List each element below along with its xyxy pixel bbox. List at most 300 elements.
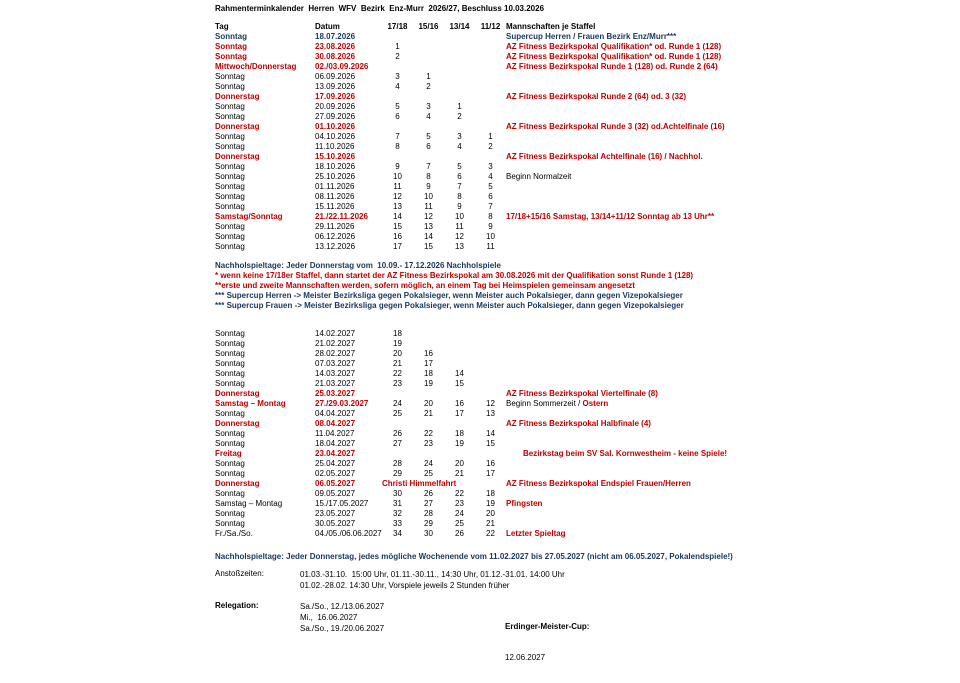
table-row	[215, 369, 952, 379]
row-note	[506, 172, 952, 182]
row-day: Sonntag	[215, 429, 245, 438]
row-date: 23.05.2027	[315, 509, 356, 518]
matchday-number: 19	[455, 439, 464, 448]
note-text: 17/18+15/16 Samstag, 13/14+11/12 Sonntag ab 13 Uhr**	[506, 212, 715, 221]
row-day: Sonntag	[215, 142, 245, 151]
matchday-number: 12	[486, 399, 495, 408]
column-header-tag: Tag	[215, 22, 229, 31]
row-day: Sonntag	[215, 132, 245, 141]
row-date: 23.08.2026	[315, 42, 356, 51]
matchday-number: 9	[395, 162, 400, 171]
note-text: *** Supercup Herren -> Meister Bezirksliga gegen Pokalsieger, wenn Meister auch Pokalsieger, dann gegen Vizepokalsieger	[215, 291, 683, 300]
row-date: 06.05.2027	[315, 479, 356, 488]
row-day: Sonntag	[215, 469, 245, 478]
anstosszeiten-values	[300, 569, 952, 591]
matchday-number: 3	[457, 132, 462, 141]
row-day: Sonntag	[215, 162, 245, 171]
row-date: 30.05.2027	[315, 519, 356, 528]
table-row	[215, 519, 952, 529]
anstosszeiten-label: Anstoßzeiten:	[215, 569, 264, 578]
matchday-number: 8	[426, 172, 431, 181]
row-date: 25.04.2027	[315, 459, 356, 468]
matchday-number: 14	[393, 212, 402, 221]
table-row	[215, 459, 952, 469]
note-text: AZ Fitness Bezirkspokal Runde 1 (128) od. Runde 2 (64)	[506, 62, 718, 71]
matchday-number: 17	[486, 469, 495, 478]
row-day: Sonntag	[215, 52, 247, 61]
matchday-number: 20	[393, 349, 402, 358]
row-note	[506, 479, 952, 489]
row-note	[506, 212, 952, 222]
page-title: Rahmenterminkalender Herren WFV Bezirk Enz-Murr 2026/27, Beschluss 10.03.2026	[215, 4, 545, 13]
row-date: 15.10.2026	[315, 152, 356, 161]
table-row	[215, 509, 952, 519]
erdinger-meister-cup-date: 12.06.2027	[505, 653, 546, 662]
row-day: Donnerstag	[215, 419, 260, 428]
matchday-number: 22	[455, 489, 464, 498]
matchday-number: 17	[424, 359, 433, 368]
row-date: 09.05.2027	[315, 489, 356, 498]
matchday-number: 29	[393, 469, 402, 478]
matchday-number: 30	[393, 489, 402, 498]
value-line: 01.03.-31.10. 15:00 Uhr, 01.11.-30.11., 14:30 Uhr, 01.12.-31.01. 14:00 Uhr	[300, 570, 565, 579]
matchday-number: 18	[393, 329, 402, 338]
matchday-number: 29	[424, 519, 433, 528]
table-row	[215, 72, 952, 82]
row-day: Freitag	[215, 449, 242, 458]
row-note	[506, 399, 952, 409]
matchday-number: 11	[393, 182, 402, 191]
row-note	[506, 62, 952, 72]
table-row	[215, 192, 952, 202]
matchday-number: 2	[488, 142, 493, 151]
row-date: 08.11.2026	[315, 192, 355, 201]
row-date: 28.02.2027	[315, 349, 356, 358]
value-line: 01.02.-28.02. 14:30 Uhr, Vorspiele jeweils 2 Stunden früher	[300, 581, 510, 590]
note-text: **erste und zweite Mannschaften werden, sofern möglich, an einem Tag bei Heimspielen gemeinsam angesetzt	[215, 281, 635, 290]
row-day: Sonntag	[215, 349, 245, 358]
matchday-number: 22	[424, 429, 433, 438]
matchday-number: 3	[488, 162, 493, 171]
row-date: 01.11.2026	[315, 182, 355, 191]
note-text: Supercup Herren / Frauen Bezirk Enz/Murr***	[506, 32, 677, 41]
note-text: * wenn keine 17/18er Staffel, dann startet der AZ Fitness Bezirkspokal am 30.08.2026 mit der Qualifikation sonst Runde 1 (128)	[215, 271, 694, 280]
row-date: 06.09.2026	[315, 72, 356, 81]
matchday-number: 3	[426, 102, 431, 111]
row-date: 07.03.2027	[315, 359, 356, 368]
row-date: 13.09.2026	[315, 82, 356, 91]
matchday-number: 24	[455, 509, 464, 518]
table-row	[215, 152, 952, 162]
matchday-number: 24	[393, 399, 402, 408]
matchday-number: 4	[488, 172, 493, 181]
column-header-mannschaften: Mannschaften je Staffel	[506, 22, 596, 31]
row-date: 11.10.2026	[315, 142, 355, 151]
note-line	[215, 552, 952, 562]
matchday-number: 16	[455, 399, 464, 408]
note-text: AZ Fitness Bezirkspokal Qualifikation* od. Runde 1 (128)	[506, 52, 722, 61]
row-day: Sonntag	[215, 112, 245, 121]
row-day: Donnerstag	[215, 92, 260, 101]
matchday-number: 32	[393, 509, 402, 518]
matchday-number: 5	[457, 162, 462, 171]
row-date: 18.07.2026	[315, 32, 356, 41]
matchday-number: 8	[457, 192, 462, 201]
table-row	[215, 172, 952, 182]
matchday-number: 4	[457, 142, 462, 151]
matchday-number: 2	[395, 52, 400, 61]
matchday-number: 12	[455, 232, 464, 241]
table-row	[215, 409, 952, 419]
note-text: AZ Fitness Bezirkspokal Halbfinale (4)	[506, 419, 651, 428]
matchday-number: 6	[426, 142, 431, 151]
matchday-number: 12	[424, 212, 433, 221]
matchday-number: 10	[393, 172, 402, 181]
matchday-number: 11	[424, 202, 433, 211]
row-day: Sonntag	[215, 339, 245, 348]
row-day: Sonntag	[215, 409, 245, 418]
row-day: Fr./Sa./So.	[215, 529, 253, 538]
row-note	[506, 499, 952, 509]
matchday-number: 21	[455, 469, 464, 478]
row-date: 11.04.2027	[315, 429, 355, 438]
matchday-number: 9	[488, 222, 493, 231]
row-note	[506, 389, 952, 399]
matchday-number: 20	[486, 509, 495, 518]
table-row	[215, 112, 952, 122]
table-row	[215, 142, 952, 152]
note-text: AZ Fitness Bezirkspokal Runde 3 (32) od.Achtelfinale (16)	[506, 122, 725, 131]
matchday-number: 8	[488, 212, 493, 221]
row-day: Sonntag	[215, 82, 245, 91]
row-note	[506, 92, 952, 102]
row-day: Mittwoch/Donnerstag	[215, 62, 297, 71]
row-day: Sonntag	[215, 242, 245, 251]
note-text: AZ Fitness Bezirkspokal Viertelfinale (8)	[506, 389, 658, 398]
matchday-number: 7	[426, 162, 431, 171]
matchday-number: 11	[486, 242, 495, 251]
table-row	[215, 102, 952, 112]
season-2027-table	[215, 329, 952, 539]
note-line	[215, 261, 952, 271]
row-date: 18.04.2027	[315, 439, 356, 448]
matchday-number: 20	[424, 399, 433, 408]
row-note	[506, 122, 952, 132]
matchday-number: 20	[455, 459, 464, 468]
row-date: 27.09.2026	[315, 112, 356, 121]
matchday-number: 19	[424, 379, 433, 388]
note-text: Nachholspieltage: Jeder Donnerstag, jedes mögliche Wochenende vom 11.02.2027 bis 27.05.2027 (nicht am 06.05.2027, Pokalendspiele!)	[215, 552, 733, 561]
matchday-number: 18	[486, 489, 495, 498]
matchday-number: 13	[393, 202, 402, 211]
table-row	[215, 52, 952, 62]
matchday-number: 23	[455, 499, 464, 508]
matchday-number: 34	[393, 529, 402, 538]
matchday-number: 21	[424, 409, 433, 418]
row-day: Sonntag	[215, 102, 245, 111]
matchday-number: 5	[395, 102, 400, 111]
row-date: 08.04.2027	[315, 419, 356, 428]
matchday-number: 11	[455, 222, 464, 231]
table-row	[215, 399, 952, 409]
row-date: 29.11.2026	[315, 222, 355, 231]
table-row	[215, 329, 952, 339]
row-day: Sonntag	[215, 509, 245, 518]
table-row	[215, 419, 952, 429]
note-text: AZ Fitness Bezirkspokal Qualifikation* od. Runde 1 (128)	[506, 42, 722, 51]
relegation-dates	[300, 601, 505, 683]
row-date: 15./17.05.2027	[315, 499, 369, 508]
matchday-number: 13	[455, 242, 464, 251]
anstosszeiten-block	[215, 569, 952, 591]
matchday-number: 21	[486, 519, 495, 528]
row-date: 14.02.2027	[315, 329, 356, 338]
matchday-number: 10	[455, 212, 464, 221]
matchday-number: 6	[488, 192, 493, 201]
matchday-number: 14	[486, 429, 495, 438]
matchday-number: 25	[393, 409, 402, 418]
column-header-17-18: 17/18	[387, 22, 408, 31]
matchday-number: 12	[393, 192, 402, 201]
value-line: Sa./So., 19./20.06.2027	[300, 624, 385, 633]
row-day: Sonntag	[215, 359, 245, 368]
matchday-number: 14	[424, 232, 433, 241]
matchday-number: 26	[424, 489, 433, 498]
table-row	[215, 489, 952, 499]
matchday-number: 5	[426, 132, 431, 141]
note-line	[215, 271, 952, 281]
row-note	[506, 529, 952, 539]
matchday-number: 14	[455, 369, 464, 378]
matchday-number: 33	[393, 519, 402, 528]
erdinger-meister-cup-label: Erdinger-Meister-Cup:	[505, 622, 590, 631]
matchday-number: 9	[457, 202, 462, 211]
row-day: Sonntag	[215, 459, 245, 468]
table-row	[215, 32, 952, 42]
column-header-11-12: 11/12	[480, 22, 501, 31]
note-text: Ostern	[582, 399, 609, 408]
table-row	[215, 529, 952, 539]
table-header	[215, 22, 952, 32]
matchday-number: 15	[393, 222, 402, 231]
table-row	[215, 232, 952, 242]
matchday-number: 22	[393, 369, 402, 378]
matchday-number: 15	[486, 439, 495, 448]
note-text: Pfingsten	[506, 499, 543, 508]
row-date: 04.10.2026	[315, 132, 356, 141]
matchday-number: 16	[393, 232, 402, 241]
table-row	[215, 42, 952, 52]
row-day: Sonntag	[215, 232, 245, 241]
matchday-number: 1	[426, 72, 431, 81]
matchday-number: 28	[393, 459, 402, 468]
table-row	[215, 222, 952, 232]
row-day: Samstag – Montag	[215, 399, 286, 408]
table-row	[215, 132, 952, 142]
row-date: 02.05.2027	[315, 469, 356, 478]
matchday-number: 15	[424, 242, 433, 251]
table-row	[215, 242, 952, 252]
matchday-number: 22	[486, 529, 495, 538]
matchday-number: 23	[424, 439, 433, 448]
table-row	[215, 429, 952, 439]
matchday-number: 13	[424, 222, 433, 231]
row-note	[506, 419, 952, 429]
table-row	[215, 499, 952, 509]
row-day: Donnerstag	[215, 122, 260, 131]
table-row	[215, 479, 952, 489]
note-line	[215, 301, 952, 311]
column-header-13-14: 13/14	[449, 22, 470, 31]
table-row	[215, 182, 952, 192]
matchday-number: 10	[424, 192, 433, 201]
matchday-number: 1	[457, 102, 462, 111]
matchday-number: 6	[395, 112, 400, 121]
season-2026-table	[215, 32, 952, 252]
value-line: Sa./So., 12./13.06.2027	[300, 602, 385, 611]
row-date: 01.10.2026	[315, 122, 356, 131]
row-day: Sonntag	[215, 439, 245, 448]
matchday-number: 1	[395, 42, 400, 51]
note-text: Bezirkstag beim SV Sal. Kornwestheim - keine Spiele!	[523, 449, 728, 458]
table-row	[215, 162, 952, 172]
table-row	[215, 82, 952, 92]
matchday-number: 1	[488, 132, 493, 141]
table-row	[215, 122, 952, 132]
matchday-number: 7	[488, 202, 493, 211]
matchday-number: 19	[486, 499, 495, 508]
row-day: Donnerstag	[215, 479, 260, 488]
matchday-number: 5	[488, 182, 493, 191]
column-header-15-16: 15/16	[418, 22, 439, 31]
row-note	[506, 32, 952, 42]
matchday-number: 9	[426, 182, 431, 191]
matchday-number: 27	[424, 499, 433, 508]
note-line	[215, 281, 952, 291]
table-row	[215, 439, 952, 449]
row-date: 04./05./06.06.2027	[315, 529, 382, 538]
row-day: Donnerstag	[215, 152, 260, 161]
note-text: Letzter Spieltag	[506, 529, 566, 538]
matchday-number: 18	[424, 369, 433, 378]
note-text: *** Supercup Frauen -> Meister Bezirksliga gegen Pokalsieger, wenn Meister auch Pokalsieger, dann gegen Vizepokalsieger	[215, 301, 684, 310]
table-row	[215, 349, 952, 359]
row-date: 27./29.03.2027	[315, 399, 369, 408]
row-day: Sonntag	[215, 72, 245, 81]
note-text: AZ Fitness Bezirkspokal Runde 2 (64) od. 3 (32)	[506, 92, 687, 101]
row-day: Sonntag	[215, 32, 247, 41]
matchday-number: 26	[455, 529, 464, 538]
row-day: Sonntag	[215, 519, 245, 528]
row-date: 25.10.2026	[315, 172, 356, 181]
matchday-number: 16	[486, 459, 495, 468]
note-text: AZ Fitness Bezirkspokal Achtelfinale (16) / Nachhol.	[506, 152, 703, 161]
row-note	[506, 152, 952, 162]
row-day: Sonntag	[215, 182, 245, 191]
matchday-number: 25	[424, 469, 433, 478]
matchday-number: 27	[393, 439, 402, 448]
matchday-number: 23	[393, 379, 402, 388]
row-day: Sonntag	[215, 192, 245, 201]
table-row	[215, 212, 952, 222]
row-day: Sonntag	[215, 379, 245, 388]
table-row	[215, 359, 952, 369]
row-date: 06.12.2026	[315, 232, 356, 241]
row-date: 18.10.2026	[315, 162, 356, 171]
matchday-number: 10	[486, 232, 495, 241]
row-day: Donnerstag	[215, 389, 260, 398]
matchday-number: 19	[393, 339, 402, 348]
matchday-number: 24	[424, 459, 433, 468]
matchday-number: 8	[395, 142, 400, 151]
row-day: Sonntag	[215, 369, 245, 378]
row-date: 21.02.2027	[315, 339, 356, 348]
table-row	[215, 449, 952, 459]
relegation-block	[215, 601, 952, 683]
table-row	[215, 92, 952, 102]
notes-block-1	[215, 261, 952, 311]
matchday-number: 15	[455, 379, 464, 388]
matchday-number: 4	[395, 82, 400, 91]
note-text: Beginn Sommerzeit /	[506, 399, 583, 408]
row-day: Sonntag	[215, 222, 245, 231]
row-note	[506, 42, 952, 52]
row-date: 20.09.2026	[315, 102, 356, 111]
column-header-datum: Datum	[315, 22, 340, 31]
row-date: 13.12.2026	[315, 242, 356, 251]
row-date: 30.08.2026	[315, 52, 356, 61]
matchday-number: 17	[393, 242, 402, 251]
row-date: 21./22.11.2026	[315, 212, 368, 221]
matchday-number: 21	[393, 359, 402, 368]
row-date: 14.03.2027	[315, 369, 356, 378]
matchday-number: 7	[457, 182, 462, 191]
table-row	[215, 379, 952, 389]
matchday-number: 25	[455, 519, 464, 528]
matchday-number: 4	[426, 112, 431, 121]
matchday-number: 13	[486, 409, 495, 418]
table-row	[215, 339, 952, 349]
matchday-number: 7	[395, 132, 400, 141]
row-day: Sonntag	[215, 202, 245, 211]
row-day: Sonntag	[215, 329, 245, 338]
row-date: 25.03.2027	[315, 389, 356, 398]
matchday-number: 3	[395, 72, 400, 81]
row-day: Samstag/Sonntag	[215, 212, 283, 221]
row-date: 23.04.2027	[315, 449, 356, 458]
note-text: Beginn Normalzeit	[506, 172, 572, 181]
row-day: Samstag – Montag	[215, 499, 283, 508]
table-row	[215, 62, 952, 72]
matchday-number: 2	[426, 82, 431, 91]
table-row	[215, 389, 952, 399]
table-row	[215, 202, 952, 212]
row-date: 15.11.2026	[315, 202, 355, 211]
row-date: 21.03.2027	[315, 379, 356, 388]
row-day: Sonntag	[215, 42, 247, 51]
matchday-number: 30	[424, 529, 433, 538]
matchday-number: 6	[457, 172, 462, 181]
matchday-number: 31	[393, 499, 402, 508]
matchday-number: 26	[393, 429, 402, 438]
row-note	[506, 52, 952, 62]
relegation-label: Relegation:	[215, 601, 259, 610]
matchday-number: 18	[455, 429, 464, 438]
matchday-number: 16	[424, 349, 433, 358]
row-date: 02./03.09.2026	[315, 62, 369, 71]
note-line	[215, 291, 952, 301]
note-text: AZ Fitness Bezirkspokal Endspiel Frauen/Herren	[506, 479, 691, 488]
